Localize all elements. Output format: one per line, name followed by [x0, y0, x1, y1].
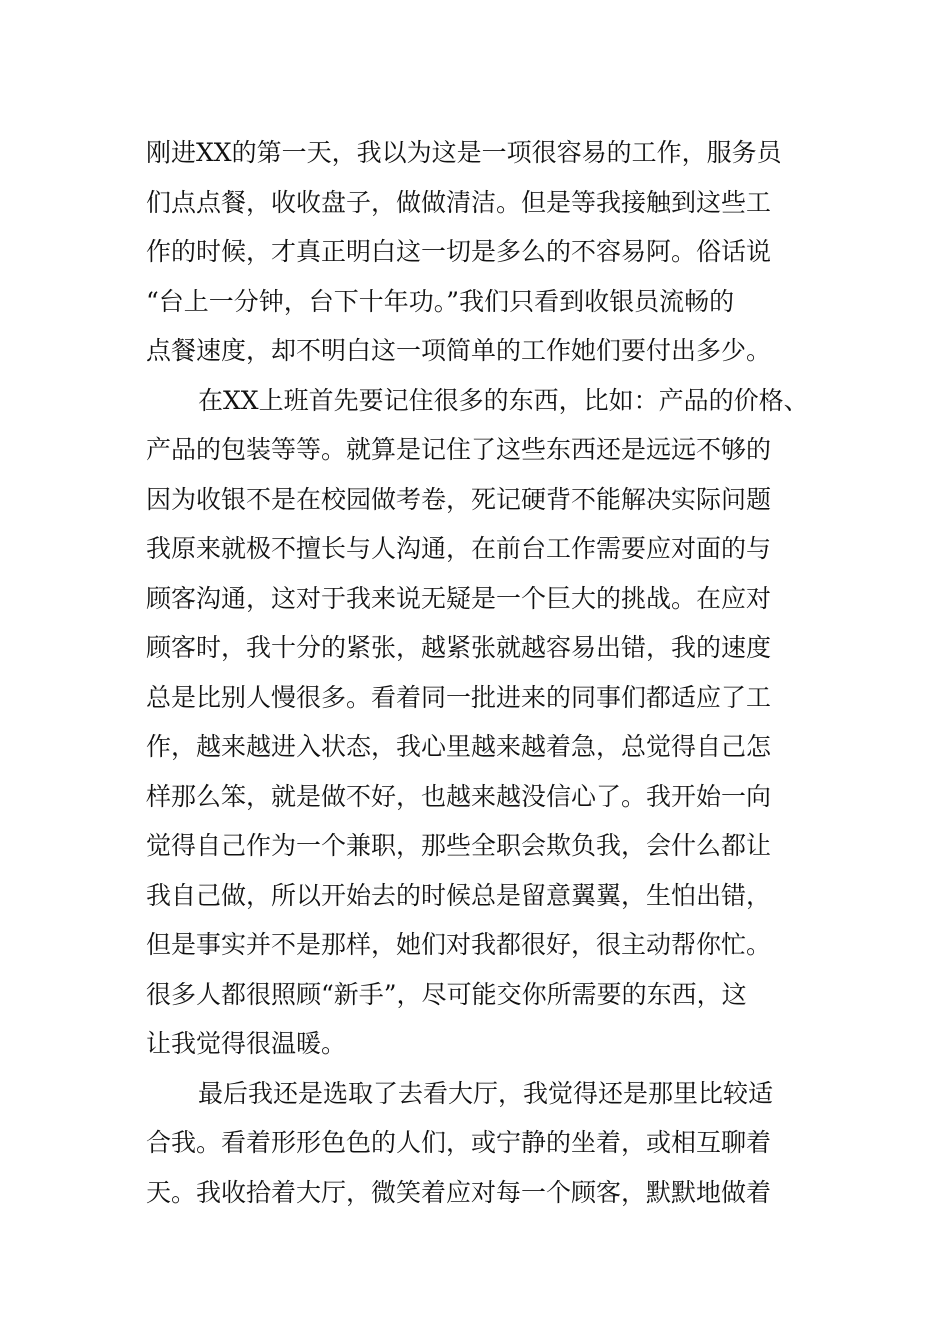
text-line: 很多人都很照顾“新手”，尽可能交你所需要的东西，这 — [146, 979, 747, 1009]
text-line: 但是事实并不是那样，她们对我都很好，很主动帮你忙。 — [146, 930, 772, 959]
body-text — [146, 128, 836, 1217]
text-line: 我原来就极不擅长与人沟通，在前台工作需要应对面的与 — [146, 534, 772, 563]
text-line: 天。我收拾着大厅，微笑着应对每一个顾客，默默地做着 — [146, 1177, 772, 1207]
text-line: 觉得自己作为一个兼职，那些全职会欺负我，会什么都让 — [146, 831, 772, 860]
text-line: 让我觉得很温暖。 — [146, 1029, 347, 1058]
text-line: 们点点餐，收收盘子，做做清洁。但是等我接触到这些工 — [146, 187, 772, 217]
text-line: “台上一分钟，台下十年功。”我们只看到收银员流畅的 — [146, 286, 735, 316]
text-line: 我自己做，所以开始去的时候总是留意翼翼，生怕出错， — [146, 880, 772, 910]
text-line: 顾客时，我十分的紧张，越紧张就越容易出错，我的速度 — [146, 633, 772, 662]
text-line: 产品的包装等等。就算是记住了这些东西还是远远不够的 — [146, 435, 772, 464]
text-line: 样那么笨，就是做不好，也越来越没信心了。我开始一向 — [146, 781, 772, 811]
text-line: 顾客沟通，这对于我来说无疑是一个巨大的挑战。在应对 — [146, 583, 772, 613]
text-line: 因为收银不是在校园做考卷，死记硬背不能解决实际问题 — [146, 484, 772, 514]
text-line: 作，越来越进入状态，我心里越来越着急，总觉得自己怎 — [146, 732, 772, 761]
text-line: 作的时候，才真正明白这一切是多么的不容易阿。俗话说 — [146, 237, 772, 266]
text-line: 总是比别人慢很多。看着同一批进来的同事们都适应了工 — [146, 682, 772, 712]
text-line: 刚进XX的第一天，我以为这是一项很容易的工作，服务员 — [146, 138, 782, 167]
text-line: 点餐速度，却不明白这一项简单的工作她们要付出多少。 — [146, 336, 772, 365]
text-line: 合我。看着形形色色的人们，或宁静的坐着，或相互聊着 — [146, 1128, 772, 1157]
text-line: 在XX上班首先要记住很多的东西，比如：产品的价格、 — [198, 385, 809, 415]
text-line: 最后我还是选取了去看大厅，我觉得还是那里比较适 — [198, 1078, 774, 1108]
